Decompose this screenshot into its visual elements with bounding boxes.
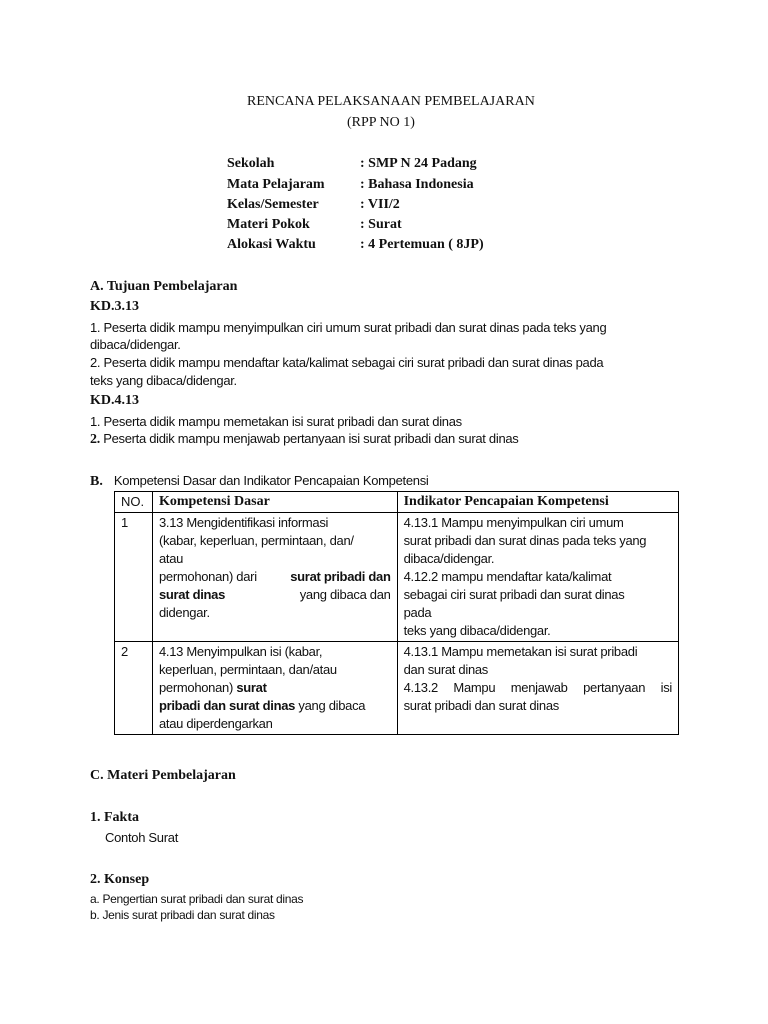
info-value-sekolah: : SMP N 24 Padang	[360, 156, 477, 171]
info-label-alokasi: Alokasi Waktu	[227, 237, 316, 252]
column-header-no: NO.	[115, 492, 153, 513]
info-label-sekolah: Sekolah	[227, 156, 275, 171]
kd-cell: 3.13 Mengidentifikasi informasi (kabar, keperluan, permintaan, dan/ atau permohonan) dari surat pribadi dan surat dinas yang dibaca dan didengar.	[152, 513, 397, 642]
section-b-title: Kompetensi Dasar dan Indikator Pencapaian Kompetensi	[113, 473, 429, 488]
row-number: 2	[115, 642, 153, 735]
ipk-cell: 4.13.1 Mampu menyimpulkan ciri umum surat pribadi dan surat dinas pada teks yang dibaca/didengar. 4.12.2 mampu mendaftar kata/kalimat sebagai ciri surat pribadi dan surat dinas pada teks yang dibaca/didengar.	[397, 513, 678, 642]
ipk-cell: 4.13.1 Mampu memetakan isi surat pribadi dan surat dinas 4.13.2 Mampu menjawab pertanyaan isi surat pribadi dan surat dinas	[397, 642, 678, 735]
kd-3-13-item-1-line-2: dibaca/didengar.	[90, 337, 181, 352]
table-header-row	[115, 492, 679, 513]
fakta-heading: 1. Fakta	[90, 810, 139, 825]
info-value-kelas: : VII/2	[360, 197, 400, 212]
kd-3-13-item-2-line-1: 2. Peserta didik mampu mendaftar kata/kalimat sebagai ciri surat pribadi dan surat dinas pada	[90, 355, 604, 370]
ipk-justified-line: 4.13.2 Mampu menjawab pertanyaan isi	[403, 680, 672, 695]
table-row	[115, 642, 679, 735]
row-number: 1	[115, 513, 153, 642]
kd-cell: 4.13 Menyimpulkan isi (kabar, keperluan, permintaan, dan/atau permohonan) surat pribadi dan surat dinas yang dibaca atau diperdengarkan	[152, 642, 397, 735]
table-row	[115, 513, 679, 642]
section-a-heading: A. Tujuan Pembelajaran	[90, 279, 238, 294]
column-header-ipk: Indikator Pencapaian Kompetensi	[397, 492, 678, 513]
document-subtitle: (RPP NO 1)	[347, 115, 415, 130]
section-b-letter: B.	[90, 474, 103, 489]
section-b-heading	[90, 472, 429, 490]
column-header-kd: Kompetensi Dasar	[152, 492, 397, 513]
konsep-item-b: b. Jenis surat pribadi dan surat dinas	[90, 908, 275, 922]
info-label-mapel: Mata Pelajaram	[227, 177, 325, 192]
section-c-heading: C. Materi Pembelajaran	[90, 768, 236, 783]
document-title: RENCANA PELAKSANAAN PEMBELAJARAN	[247, 94, 535, 109]
kd-3-13-item-1-line-1: 1. Peserta didik mampu menyimpulkan ciri umum surat pribadi dan surat dinas pada teks yang	[90, 320, 607, 335]
info-value-materi: : Surat	[360, 217, 402, 232]
kd-3-13-heading: KD.3.13	[90, 299, 139, 314]
competency-table	[114, 491, 679, 735]
kd-4-13-heading: KD.4.13	[90, 393, 139, 408]
konsep-heading: 2. Konsep	[90, 872, 150, 887]
info-label-materi: Materi Pokok	[227, 217, 310, 232]
kd-4-13-item-1: 1. Peserta didik mampu memetakan isi surat pribadi dan surat dinas	[90, 414, 462, 429]
info-value-mapel: : Bahasa Indonesia	[360, 177, 474, 192]
kd-4-13-item-2: 2. Peserta didik mampu menjawab pertanyaan isi surat pribadi dan surat dinas	[90, 431, 519, 447]
info-label-kelas: Kelas/Semester	[227, 197, 319, 212]
fakta-text: Contoh Surat	[105, 830, 179, 845]
kd-3-13-item-2-line-2: teks yang dibaca/didengar.	[90, 373, 237, 388]
konsep-item-a: a. Pengertian surat pribadi dan surat dinas	[90, 892, 304, 906]
info-value-alokasi: : 4 Pertemuan ( 8JP)	[360, 237, 484, 252]
